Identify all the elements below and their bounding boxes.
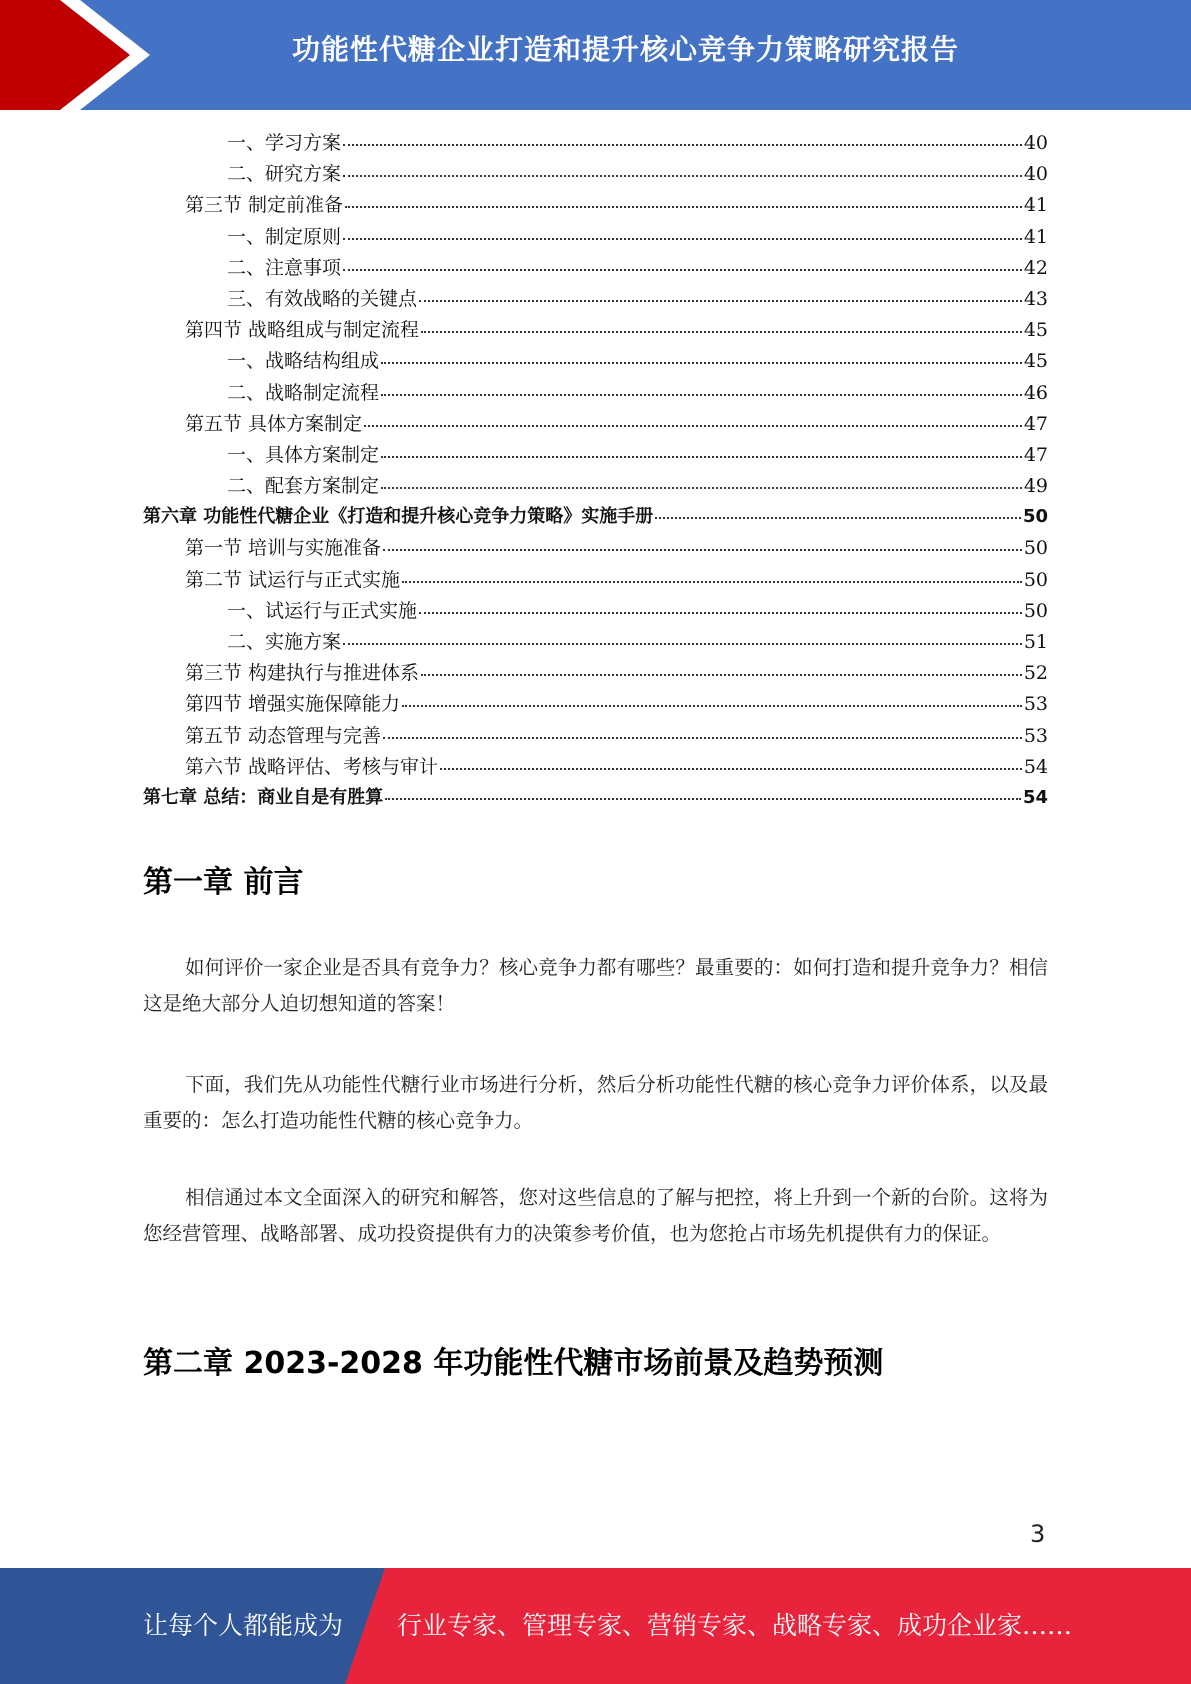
toc-entry-title: 第三节 制定前准备	[185, 194, 344, 217]
toc-entry-title: 一、战略结构组成	[227, 350, 380, 373]
toc-entry-title: 第四节 增强实施保障能力	[185, 693, 401, 716]
toc-entry-title: 一、学习方案	[227, 132, 342, 154]
table-of-contents	[143, 128, 1048, 814]
toc-dot-leader	[343, 642, 1022, 645]
toc-dot-leader	[381, 361, 1022, 364]
page-footer	[0, 1568, 1191, 1684]
toc-page-number: 47	[1023, 443, 1048, 466]
paragraph: 如何评价一家企业是否具有竞争力？核心竞争力都有哪些？最重要的：如何打造和提升竞争力？相信这是绝大部分人迫切想知道的答案！	[143, 956, 1048, 1015]
toc-page-number: 50	[1023, 537, 1048, 560]
toc-entry-title: 一、制定原则	[227, 225, 342, 248]
toc-dot-leader	[383, 548, 1022, 551]
toc-dot-leader	[343, 174, 1022, 177]
toc-dot-leader	[345, 205, 1022, 208]
toc-entry[interactable]	[143, 253, 1048, 284]
toc-dot-leader	[343, 143, 1022, 146]
toc-dot-leader	[381, 393, 1022, 396]
toc-page-number: 51	[1023, 631, 1048, 653]
toc-page-number: 50	[1023, 599, 1048, 622]
toc-page-number: 47	[1023, 412, 1048, 435]
toc-dot-leader	[421, 330, 1022, 333]
toc-entry-title: 二、研究方案	[227, 163, 342, 186]
toc-entry-title: 第四节 战略组成与制定流程	[185, 319, 420, 342]
toc-entry[interactable]	[143, 128, 1048, 159]
toc-entry[interactable]	[143, 596, 1048, 627]
toc-entry[interactable]	[143, 689, 1048, 720]
toc-entry-title: 第五节 动态管理与完善	[185, 724, 382, 747]
toc-dot-leader	[381, 486, 1022, 489]
toc-entry[interactable]	[143, 378, 1048, 409]
toc-entry[interactable]	[143, 222, 1048, 253]
toc-entry[interactable]	[143, 346, 1048, 377]
footer-slogan-right: 行业专家、管理专家、营销专家、战略专家、成功企业家……	[397, 1611, 1073, 1640]
paragraph: 下面，我们先从功能性代糖行业市场进行分析，然后分析功能性代糖的核心竞争力评价体系，以及最重要的：怎么打造功能性代糖的核心竞争力。	[143, 1073, 1048, 1132]
toc-entry[interactable]	[143, 190, 1048, 221]
toc-page-number: 53	[1023, 693, 1048, 716]
toc-dot-leader	[343, 237, 1022, 240]
toc-page-number: 49	[1023, 475, 1048, 498]
toc-page-number: 54	[1022, 786, 1048, 808]
toc-page-number: 45	[1023, 350, 1048, 373]
toc-page-number: 41	[1023, 194, 1048, 217]
chapter-heading-forecast: 第二章 2023-2028 年功能性代糖市场前景及趋势预测	[143, 1346, 884, 1381]
paragraph: 相信通过本文全面深入的研究和解答，您对这些信息的了解与把控，将上升到一个新的台阶。这将为您经营管理、战略部署、成功投资提供有力的决策参考价值，也为您抢占市场先机提供有力的保证。	[143, 1186, 1048, 1245]
toc-page-number: 40	[1023, 163, 1048, 186]
toc-entry[interactable]	[143, 533, 1048, 564]
toc-dot-leader	[402, 704, 1022, 707]
toc-entry[interactable]	[143, 783, 1048, 814]
toc-entry[interactable]	[143, 315, 1048, 346]
toc-entry-title: 二、实施方案	[227, 631, 342, 653]
toc-entry[interactable]	[143, 159, 1048, 190]
chapter-heading-preface: 第一章 前言	[143, 865, 304, 900]
toc-page-number: 50	[1023, 568, 1048, 591]
toc-page-number: 54	[1023, 755, 1048, 778]
toc-dot-leader	[364, 424, 1022, 427]
toc-entry[interactable]	[143, 658, 1048, 689]
toc-dot-leader	[381, 455, 1022, 458]
toc-entry[interactable]	[143, 502, 1048, 533]
toc-entry[interactable]	[143, 627, 1048, 658]
toc-dot-leader	[440, 767, 1022, 770]
toc-page-number: 52	[1023, 662, 1048, 685]
toc-entry-title: 第七章 总结：商业自是有胜算	[143, 786, 384, 808]
toc-page-number: 43	[1023, 287, 1048, 310]
toc-dot-leader	[383, 736, 1022, 739]
toc-entry-title: 第五节 具体方案制定	[185, 412, 363, 435]
toc-page-number: 41	[1023, 225, 1048, 248]
toc-page-number: 42	[1023, 256, 1048, 279]
toc-page-number: 45	[1023, 319, 1048, 342]
toc-entry-title: 一、具体方案制定	[227, 443, 380, 466]
toc-dot-leader	[402, 580, 1022, 583]
toc-dot-leader	[343, 268, 1022, 271]
toc-entry[interactable]	[143, 409, 1048, 440]
toc-page-number: 53	[1023, 724, 1048, 747]
toc-entry-title: 第六章 功能性代糖企业《打造和提升核心竞争力策略》实施手册	[143, 506, 654, 528]
toc-page-number: 50	[1022, 506, 1048, 528]
toc-entry-title: 第六节 战略评估、考核与审计	[185, 755, 439, 778]
toc-page-number: 46	[1023, 381, 1048, 404]
toc-dot-leader	[655, 516, 1021, 519]
toc-entry[interactable]	[143, 565, 1048, 596]
toc-dot-leader	[385, 797, 1021, 800]
toc-dot-leader	[419, 299, 1022, 302]
toc-dot-leader	[421, 673, 1022, 676]
toc-entry-title: 二、注意事项	[227, 256, 342, 279]
toc-entry-title: 第三节 构建执行与推进体系	[185, 662, 420, 685]
toc-entry[interactable]	[143, 721, 1048, 752]
toc-dot-leader	[419, 611, 1022, 614]
toc-entry-title: 二、配套方案制定	[227, 475, 380, 498]
toc-entry[interactable]	[143, 752, 1048, 783]
page-header	[0, 0, 1191, 110]
toc-entry-title: 第一节 培训与实施准备	[185, 537, 382, 560]
toc-entry-title: 三、有效战略的关键点	[227, 287, 418, 310]
footer-slogan-left: 让每个人都能成为	[143, 1611, 344, 1640]
toc-entry-title: 一、试运行与正式实施	[227, 599, 418, 622]
toc-entry[interactable]	[143, 284, 1048, 315]
report-title: 功能性代糖企业打造和提升核心竞争力策略研究报告	[291, 33, 959, 66]
toc-entry-title: 二、战略制定流程	[227, 381, 380, 404]
toc-page-number: 40	[1023, 132, 1048, 154]
toc-entry[interactable]	[143, 471, 1048, 502]
toc-entry-title: 第二节 试运行与正式实施	[185, 568, 401, 591]
page-number: 3	[1030, 1520, 1046, 1548]
toc-entry[interactable]	[143, 440, 1048, 471]
